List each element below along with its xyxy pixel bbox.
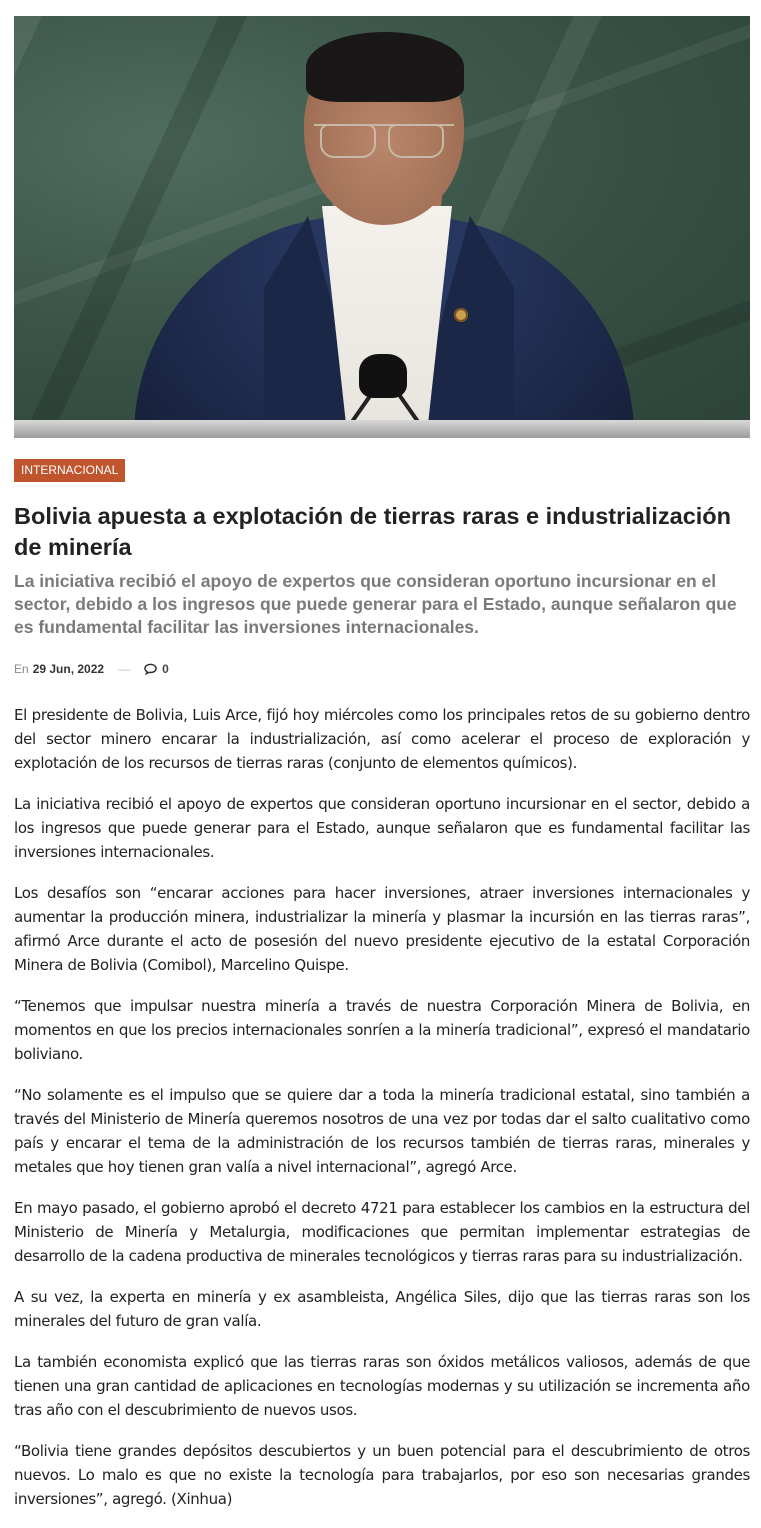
- paragraph: A su vez, la experta en minería y ex asambleista, Angélica Siles, dijo que las tierras raras son los minerales del futuro de gran valía.: [14, 1288, 750, 1330]
- hero-image[interactable]: [14, 16, 750, 438]
- category-badge[interactable]: INTERNACIONAL: [14, 459, 125, 482]
- hero-podium: [14, 420, 750, 438]
- hero-glasses: [314, 124, 454, 162]
- hero-hair: [306, 32, 464, 102]
- article-subtitle: La iniciativa recibió el apoyo de expertos que consideran oportuno incursionar en el sector, debido a los ingresos que puede generar para el Estado, aunque señalaron que es fundamental facilitar las inversiones internacionales.: [14, 571, 737, 637]
- paragraph: La iniciativa recibió el apoyo de expertos que consideran oportuno incursionar en el sector, debido a los ingresos que puede generar para el Estado, aunque señalaron que es fundamental facilitar las inversiones internacionales.: [14, 795, 750, 861]
- paragraph: “No solamente es el impulso que se quiere dar a toda la minería tradicional estatal, sino también a través del Ministerio de Minería queremos nosotros de una vez por todas dar el salto cualitativo como país y encarar el tema de la administración de los recursos también de tierras raras, minerales y metales que hoy tienen gran valía a nivel internacional”, agregó Arce.: [14, 1086, 750, 1176]
- publish-date[interactable]: 29 Jun, 2022: [32, 662, 105, 676]
- article-title: Bolivia apuesta a explotación de tierras raras e industrialización de minería: [14, 503, 732, 560]
- paragraph: En mayo pasado, el gobierno aprobó el decreto 4721 para establecer los cambios en la estructura del Ministerio de Minería y Metalurgia, modificaciones que permitan implementar estrategias de desarrollo de la cadena productiva de minerales tecnológicos y tierras raras para su industrialización.: [14, 1199, 750, 1265]
- paragraph: Los desafíos son “encarar acciones para hacer inversiones, atraer inversiones internacionales y aumentar la producción minera, industrializar la minería y plasmar la incursión en las tierras raras”, afirmó Arce durante el acto de posesión del nuevo presidente ejecutivo de la estatal Corporación Minera de Bolivia (Comibol), Marcelino Quispe.: [14, 884, 750, 974]
- hero-microphone: [359, 354, 407, 398]
- meta-separator: —: [118, 662, 131, 676]
- comment-bubble-icon: [144, 663, 157, 675]
- paragraph: “Tenemos que impulsar nuestra minería a través de nuestra Corporación Minera de Bolivia, en momentos en que los precios internacionales sonríen a la minería tradicional”, expresó el mandatario boliviano.: [14, 997, 750, 1063]
- paragraph: El presidente de Bolivia, Luis Arce, fijó hoy miércoles como los principales retos de su gobierno dentro del sector minero encarar la industrialización, así como acelerar el proceso de exploración y explotación de los recursos de tierras raras (conjunto de elementos químicos).: [14, 706, 750, 772]
- paragraph: “Bolivia tiene grandes depósitos descubiertos y un buen potencial para el descubrimiento de otros nuevos. Lo malo es que no existe la tecnología para trabajarlos, por eso son necesarias grandes inversiones”, agregó. (Xinhua): [14, 1442, 750, 1508]
- comments-count: 0: [162, 662, 169, 676]
- hero-lapel-pin: [454, 308, 468, 322]
- article-meta: [14, 660, 169, 678]
- paragraph: La también economista explicó que las tierras raras son óxidos metálicos valiosos, además de que tienen una gran cantidad de aplicaciones en tecnologías modernas y su utilización se incrementa año tras año con el descubrimiento de nuevos usos.: [14, 1353, 750, 1419]
- meta-prefix: En: [14, 662, 29, 676]
- article-body: [14, 703, 750, 1528]
- comments-link[interactable]: [144, 662, 169, 676]
